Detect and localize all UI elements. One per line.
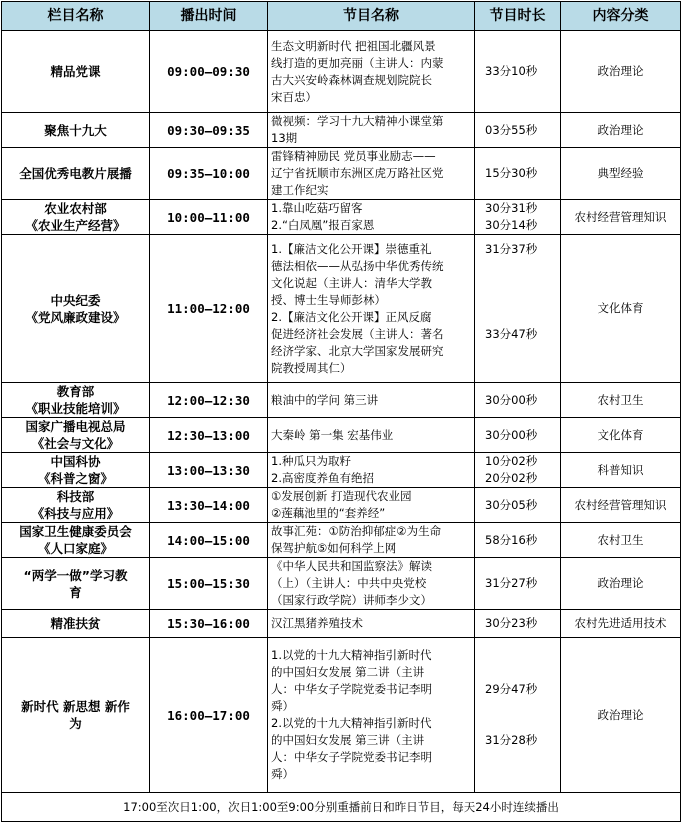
program-title-line: 促进经济社会发展（主讲人：著名 — [271, 326, 444, 341]
program-title-line: 2.高密度养鱼有绝招 — [271, 471, 374, 485]
column-name-line: 精品党课 — [50, 64, 101, 79]
table-row — [2, 418, 681, 453]
program-title-line: 的中国妇女发展 第三讲（主讲 — [271, 733, 425, 747]
column-name-cell — [2, 523, 150, 558]
program-duration-line: 30分23秒 — [485, 616, 538, 630]
column-name-cell — [2, 558, 150, 610]
program-title-cell — [268, 113, 475, 148]
program-duration-line — [485, 343, 557, 360]
program-title-line: 《中华人民共和国监察法》解读 — [271, 559, 432, 573]
program-title-line: 1.靠山吃菇巧留客 — [271, 201, 363, 215]
program-title-cell — [268, 523, 475, 558]
program-title-cell — [268, 31, 475, 113]
program-duration-cell — [475, 113, 561, 148]
column-name-cell — [2, 113, 150, 148]
column-name-line: 国家广播电视总局 — [25, 419, 126, 434]
column-name-line: 育 — [69, 584, 82, 600]
content-category-cell: 政治理论 — [561, 31, 681, 113]
program-title-line: （国家行政学院）讲师李少文） — [271, 593, 432, 607]
program-schedule-table — [1, 1, 681, 822]
column-name-line: 《社会与文化》 — [31, 436, 120, 451]
program-title-line: 舜） — [271, 767, 294, 781]
table-row — [2, 488, 681, 523]
table-row — [2, 638, 681, 793]
program-duration-cell — [475, 148, 561, 200]
column-name-cell — [2, 488, 150, 523]
program-title-cell — [268, 148, 475, 200]
header-row — [2, 2, 681, 31]
content-category-cell: 文化体育 — [561, 235, 681, 383]
program-title-line: 建工作纪实 — [271, 183, 329, 197]
column-name-cell — [2, 453, 150, 488]
program-title-cell — [268, 235, 475, 383]
program-title-cell — [268, 418, 475, 453]
content-category-cell: 农村经营管理知识 — [561, 200, 681, 235]
content-category-cell: 政治理论 — [561, 638, 681, 793]
program-title-line: 辽宁省抚顺市东洲区虎万路社区党 — [271, 166, 444, 180]
program-title-line: 故事汇苑：①防治抑郁症②为生命 — [271, 524, 442, 538]
program-duration-line: 30分31秒 — [485, 201, 538, 215]
program-title-line: 文化说起（主讲人：清华大学教 — [271, 275, 432, 290]
program-duration-line: 33分10秒 — [485, 64, 538, 78]
broadcast-time-cell: 12:00—12:30 — [150, 383, 268, 418]
header-column-name: 栏目名称 — [2, 2, 150, 31]
header-broadcast-time: 播出时间 — [150, 2, 268, 31]
header-program-duration: 节目时长 — [475, 2, 561, 31]
broadcast-time-cell: 09:00—09:30 — [150, 31, 268, 113]
column-name-cell — [2, 418, 150, 453]
broadcast-time-cell: 13:00—13:30 — [150, 453, 268, 488]
program-duration-cell — [475, 523, 561, 558]
column-name-line: “两学一做”学习教 — [23, 567, 128, 583]
program-title-line: 经济学家、北京大学国家发展研究 — [271, 343, 444, 358]
table-row — [2, 235, 681, 383]
column-name-cell — [2, 638, 150, 793]
table-row — [2, 200, 681, 235]
program-duration-line: 03分55秒 — [485, 122, 538, 137]
content-category-cell: 政治理论 — [561, 113, 681, 148]
program-title-line: 微视频：学习十九大精神小课堂第 — [271, 114, 444, 128]
header-content-category: 内容分类 — [561, 2, 681, 31]
program-duration-cell — [475, 610, 561, 638]
content-category-cell: 农村先进适用技术 — [561, 610, 681, 638]
column-name-cell — [2, 610, 150, 638]
column-name-line: 《科普之窗》 — [37, 471, 113, 486]
table-row — [2, 148, 681, 200]
program-title-line: ②莲藕池里的“套养经” — [271, 506, 386, 520]
program-duration-line: 30分14秒 — [485, 218, 538, 232]
program-title-line: 人：中华女子学院党委书记李明 — [271, 750, 432, 764]
program-duration-line: 10分02秒 — [485, 454, 538, 468]
program-duration-cell — [475, 418, 561, 453]
content-category-cell: 农村卫生 — [561, 383, 681, 418]
table-row — [2, 523, 681, 558]
broadcast-time-cell: 09:30—09:35 — [150, 113, 268, 148]
content-category-cell: 典型经验 — [561, 148, 681, 200]
program-duration-line: 15分30秒 — [485, 166, 538, 180]
table-row — [2, 610, 681, 638]
program-title-cell — [268, 453, 475, 488]
program-title-cell — [268, 488, 475, 523]
broadcast-time-cell: 15:30—16:00 — [150, 610, 268, 638]
program-duration-line: 31分28秒 — [485, 733, 538, 747]
program-title-line: 宋百忠） — [271, 89, 317, 104]
broadcast-time-cell: 13:30—14:00 — [150, 488, 268, 523]
table-row — [2, 558, 681, 610]
program-duration-line: 31分37秒 — [485, 241, 538, 256]
program-duration-cell — [475, 638, 561, 793]
program-duration-line — [485, 258, 557, 275]
program-duration-line — [485, 275, 557, 292]
table-row — [2, 383, 681, 418]
program-duration-line — [485, 698, 557, 715]
table-row — [2, 453, 681, 488]
broadcast-time-cell: 09:35—10:00 — [150, 148, 268, 200]
column-name-cell — [2, 148, 150, 200]
program-duration-cell — [475, 200, 561, 235]
column-name-line: 农业农村部 — [44, 201, 107, 216]
rebroadcast-note: 17:00至次日1:00，次日1:00至9:00分别重播前日和昨日节目，每天24小时连续播出 — [2, 793, 681, 822]
column-name-line: 《党风廉政建设》 — [25, 309, 126, 325]
program-duration-line — [485, 715, 557, 732]
column-name-line: 精准扶贫 — [50, 616, 101, 631]
program-duration-line — [485, 360, 557, 377]
program-title-line: ①发展创新 打造现代农业园 — [271, 489, 412, 503]
column-name-cell — [2, 200, 150, 235]
program-title-line: 13期 — [271, 131, 298, 145]
program-title-line: 2.“白凤凰”报百家恩 — [271, 218, 375, 232]
program-duration-line: 33分47秒 — [485, 326, 538, 341]
table-row — [2, 31, 681, 113]
column-name-line: 国家卫生健康委员会 — [19, 524, 132, 539]
column-name-line: 中央纪委 — [50, 292, 101, 308]
broadcast-time-cell: 15:00—15:30 — [150, 558, 268, 610]
footer-row — [2, 793, 681, 822]
program-duration-line: 30分05秒 — [485, 497, 538, 512]
program-title-line: 汉江黑猪养殖技术 — [271, 616, 363, 630]
content-category-cell: 文化体育 — [561, 418, 681, 453]
program-title-line: 生态文明新时代 把祖国北疆风景 — [271, 38, 436, 53]
content-category-cell: 农村卫生 — [561, 523, 681, 558]
program-title-line: 1.【廉洁文化公开课】崇德重礼 — [271, 241, 432, 256]
program-title-line: 德法相依——从弘扬中华优秀传统 — [271, 258, 444, 273]
program-duration-line — [485, 292, 557, 309]
column-name-line: 为 — [69, 716, 82, 731]
column-name-line: 《农业生产经营》 — [25, 218, 126, 233]
program-duration-cell — [475, 235, 561, 383]
column-name-cell — [2, 235, 150, 383]
table-row — [2, 113, 681, 148]
broadcast-time-cell: 10:00—11:00 — [150, 200, 268, 235]
broadcast-time-cell: 11:00—12:00 — [150, 235, 268, 383]
program-title-line: 粮油中的学问 第三讲 — [271, 392, 379, 407]
program-title-line: 雷锋精神励民 党员事业励志—— — [271, 149, 436, 163]
column-name-line: 《科技与应用》 — [31, 506, 120, 521]
column-name-line: 中国科协 — [50, 454, 101, 469]
program-title-line: 大秦岭 第一集 宏基伟业 — [271, 427, 394, 442]
program-title-line: （上）（主讲人：中共中央党校 — [271, 576, 427, 590]
program-title-line: 2.以党的十九大精神指引新时代 — [271, 716, 432, 730]
content-category-cell: 政治理论 — [561, 558, 681, 610]
column-name-cell — [2, 383, 150, 418]
program-title-line: 的中国妇女发展 第二讲（主讲 — [271, 665, 425, 679]
program-title-line: 授、博士生导师彭林） — [271, 292, 386, 307]
program-title-cell — [268, 383, 475, 418]
program-duration-line: 30分00秒 — [485, 392, 538, 407]
broadcast-time-cell: 14:00—15:00 — [150, 523, 268, 558]
broadcast-time-cell: 16:00—17:00 — [150, 638, 268, 793]
program-duration-cell — [475, 558, 561, 610]
program-duration-cell — [475, 31, 561, 113]
column-name-line: 聚焦十九大 — [44, 122, 107, 138]
program-title-cell — [268, 610, 475, 638]
program-title-cell — [268, 558, 475, 610]
program-duration-line: 29分47秒 — [485, 682, 538, 696]
program-duration-line — [485, 309, 557, 326]
program-title-line: 1.以党的十九大精神指引新时代 — [271, 648, 432, 662]
program-duration-line: 30分00秒 — [485, 427, 538, 442]
column-name-line: 《职业技能培训》 — [25, 401, 126, 416]
program-title-line: 2.【廉洁文化公开课】正风反腐 — [271, 309, 432, 324]
column-name-line: 《人口家庭》 — [37, 541, 113, 556]
column-name-line: 科技部 — [56, 489, 95, 504]
program-duration-cell — [475, 488, 561, 523]
content-category-cell: 农村经营管理知识 — [561, 488, 681, 523]
broadcast-time-cell: 12:30—13:00 — [150, 418, 268, 453]
program-title-line: 线打造的更加亮丽（主讲人：内蒙 — [271, 55, 444, 70]
program-duration-line: 31分27秒 — [485, 576, 538, 590]
program-duration-line: 20分02秒 — [485, 471, 538, 485]
content-category-cell: 科普知识 — [561, 453, 681, 488]
program-title-line: 院教授周其仁） — [271, 360, 352, 375]
program-duration-line: 58分16秒 — [485, 532, 538, 547]
program-title-line: 古大兴安岭森林调查规划院院长 — [271, 72, 432, 87]
column-name-line: 新时代 新思想 新作 — [21, 699, 130, 714]
header-program-title: 节目名称 — [268, 2, 475, 31]
column-name-line: 教育部 — [56, 384, 95, 399]
program-title-line: 舜） — [271, 699, 294, 713]
program-title-line: 人：中华女子学院党委书记李明 — [271, 682, 432, 696]
program-duration-cell — [475, 383, 561, 418]
program-title-line: 保驾护航⑤如何科学上网 — [271, 541, 397, 555]
program-title-cell — [268, 638, 475, 793]
program-duration-cell — [475, 453, 561, 488]
column-name-cell — [2, 31, 150, 113]
program-title-line: 1.种瓜只为取籽 — [271, 454, 351, 468]
program-title-cell — [268, 200, 475, 235]
column-name-line: 全国优秀电教片展播 — [19, 166, 132, 181]
